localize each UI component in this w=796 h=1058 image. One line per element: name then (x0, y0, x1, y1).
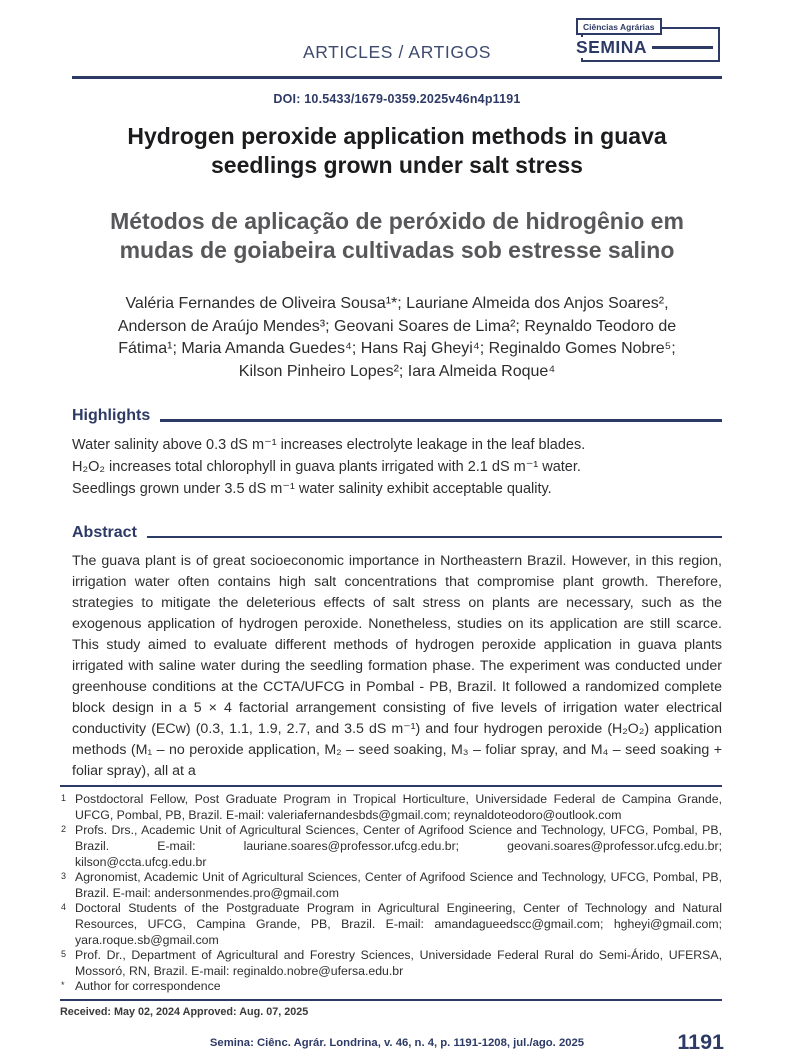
footnotes-separator-rule (60, 785, 722, 787)
article-title-portuguese: Métodos de aplicação de peróxido de hidrogênio em mudas de goiabeira cultivadas sob estresse salino (110, 208, 684, 263)
abstract-heading-label: Abstract (72, 523, 137, 541)
page-header (72, 21, 722, 66)
highlight-item: H₂O₂ increases total chlorophyll in guava plants irrigated with 2.1 dS m⁻¹ water. (72, 458, 581, 475)
footnote-item (60, 870, 722, 901)
footnote-marker: 3 (61, 871, 67, 882)
semina-logo (576, 18, 720, 64)
page-number: 1191 (677, 1029, 724, 1054)
footnote-item (60, 948, 722, 979)
footnote-text: Doctoral Students of the Postgraduate Program in Agricultural Engineering, Center of Technology and Natural Resources, UFCG, Campina Grande, PB, Brazil. E-mail: amandagueedscc@gmail.com; hgheyi@gmail.com; yara.roque.sb@gmail.com (75, 901, 722, 947)
highlights-heading-label: Highlights (72, 407, 151, 424)
footnote-text: Prof. Dr., Department of Agricultural and Forestry Sciences, Universidade Federal Rural do Semi-Árido, UFERSA, Mossoró, RN, Brazil. E-mail: reginaldo.nobre@ufersa.edu.br (75, 948, 722, 978)
header-rule (72, 76, 722, 79)
journal-section-label: ARTICLES / ARTIGOS (302, 42, 492, 62)
footnote-text: Profs. Drs., Academic Unit of Agricultural Sciences, Center of Agrifood Science and Technology, UFCG, Pombal, PB, Brazil. E-mail: lauriane.soares@professor.ufcg.edu.br; geovani.soares@professor.ufcg.edu.br; kilson@ccta.ufcg.edu.br (75, 823, 722, 869)
authors-line: Anderson de Araújo Mendes³; Geovani Soares de Lima²; Reynaldo Teodoro de (117, 317, 677, 335)
footnote-item (60, 901, 722, 948)
footnotes-block (60, 785, 722, 1018)
authors-line: Kilson Pinheiro Lopes²; Iara Almeida Roque⁴ (238, 362, 556, 380)
footnote-text: Agronomist, Academic Unit of Agricultural Sciences, Center of Agrifood Science and Technology, UFCG, Pombal, PB, Brazil. E-mail: andersonmendes.pro@gmail.com (75, 870, 722, 900)
footnote-marker: 4 (61, 902, 67, 913)
footnote-marker: 1 (61, 793, 67, 804)
highlights-heading-rule (160, 419, 722, 422)
article-title-english: Hydrogen peroxide application methods in guava seedlings grown under salt stress (127, 123, 667, 178)
authors-line: Fátima¹; Maria Amanda Guedes⁴; Hans Raj Gheyi⁴; Reginaldo Gomes Nobre⁵; (118, 340, 676, 357)
logo-wordmark-row (576, 37, 713, 58)
footnote-marker: 5 (61, 949, 67, 960)
logo-area-badge: Ciências Agrárias (576, 18, 662, 35)
footnotes-list (60, 792, 722, 995)
highlights-list (72, 434, 722, 500)
logo-wordmark: SEMINA (576, 37, 652, 58)
footnote-text: Postdoctoral Fellow, Post Graduate Program in Tropical Horticulture, Universidade Federal de Campina Grande, UFCG, Pombal, PB, Brazil. E-mail: valeriafernandesbds@gmail.com; reynaldoteodoro@outlook.com (75, 792, 722, 822)
footnote-item (60, 792, 722, 823)
doi-text: DOI: 10.5433/1679-0359.2025v46n4p1191 (273, 92, 521, 106)
footnote-marker: * (61, 980, 65, 991)
highlight-item: Seedlings grown under 3.5 dS m⁻¹ water salinity exhibit acceptable quality. (72, 480, 552, 497)
highlights-heading (72, 407, 722, 425)
logo-dash (652, 46, 713, 49)
footnote-item (60, 823, 722, 870)
abstract-heading (72, 524, 722, 542)
received-separator-rule (60, 999, 722, 1001)
authors-line: Valéria Fernandes de Oliveira Sousa¹*; Lauriane Almeida dos Anjos Soares², (125, 295, 669, 312)
footnote-text: Author for correspondence (75, 979, 221, 994)
abstract-paragraph: The guava plant is of great socioeconomic importance in Northeastern Brazil. However, in this region, irrigation water often contains high salt concentrations that compromise plant growth. Therefore, strategies to mitigate the deleterious effects of salt stress on plants are necessary, such as the exogenous application of hydrogen peroxide. Nonetheless, studies on its application are still scarce. This study aimed to evaluate different methods of hydrogen peroxide application in guava plants irrigated with saline water during the seedling formation phase. The experiment was conducted under greenhouse conditions at the CCTA/UFCG in Pombal - PB, Brazil. It followed a randomized complete block design in a 5 × 4 factorial arrangement consisting of five levels of irrigation water electrical conductivity (ECw) (0.3, 1.1, 1.9, 2.7, and 3.5 dS m⁻¹) and four hydrogen peroxide (H₂O₂) application methods (M₁ – no peroxide application, M₂ – seed soaking, M₃ – foliar spray, and M₄ – seed soaking + foliar spray), all at a (72, 553, 722, 780)
page-footer (72, 1030, 722, 1058)
highlight-item: Water salinity above 0.3 dS m⁻¹ increases electrolyte leakage in the leaf blades. (72, 436, 586, 453)
received-approved-dates: Received: May 02, 2024 Approved: Aug. 07, 2025 (60, 1005, 309, 1018)
authors-block (72, 293, 722, 383)
abstract-heading-rule (147, 536, 722, 539)
footnote-item (60, 979, 722, 995)
footnote-marker: 2 (61, 824, 67, 835)
journal-citation: Semina: Ciênc. Agrár. Londrina, v. 46, n. 4, p. 1191-1208, jul./ago. 2025 (209, 1036, 585, 1049)
